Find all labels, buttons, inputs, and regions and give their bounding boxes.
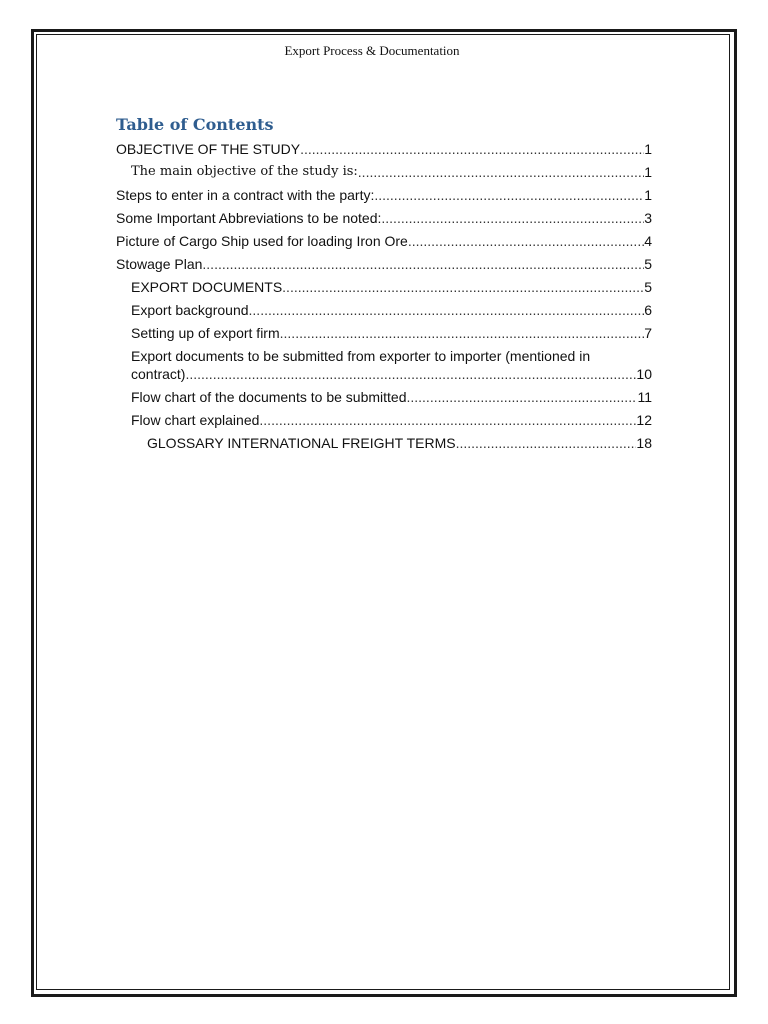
toc-entry[interactable] — [116, 301, 652, 319]
toc-page-number: 3 — [644, 210, 652, 226]
toc-leader — [406, 388, 637, 406]
toc-page-number: 5 — [644, 256, 652, 272]
toc-leader — [300, 140, 644, 158]
toc-entry[interactable] — [116, 255, 652, 273]
toc-leader — [381, 209, 644, 227]
toc-page-number: 5 — [644, 279, 652, 295]
toc-entry[interactable] — [116, 209, 652, 227]
toc-entry-text: Flow chart of the documents to be submitted — [131, 389, 407, 405]
toc-leader — [408, 232, 644, 250]
toc-entry-text: EXPORT DOCUMENTS — [131, 279, 283, 295]
toc-entry-text: Stowage Plan — [116, 256, 203, 272]
toc-entry-text: Flow chart explained — [131, 412, 260, 428]
toc-entry[interactable] — [116, 186, 652, 204]
toc-entry[interactable] — [116, 324, 652, 342]
document-header: Export Process & Documentation — [284, 43, 460, 58]
toc-page-number: 7 — [644, 325, 652, 341]
toc-page-number: 10 — [636, 366, 652, 382]
toc-page-number: 12 — [636, 412, 652, 428]
toc-title: Table of Contents — [116, 115, 274, 134]
toc-page-number: 11 — [637, 389, 652, 405]
toc-leader — [358, 163, 644, 181]
toc-leader — [249, 301, 645, 319]
toc-leader — [259, 411, 636, 429]
table-of-contents — [116, 114, 652, 457]
toc-leader — [202, 255, 644, 273]
toc-leader — [374, 186, 644, 204]
toc-leader — [280, 324, 645, 342]
toc-list — [116, 140, 652, 452]
toc-entry-text: GLOSSARY INTERNATIONAL FREIGHT TERMS — [147, 435, 456, 451]
toc-entry[interactable] — [116, 434, 652, 452]
toc-page-number: 1 — [644, 164, 652, 180]
toc-leader — [185, 365, 636, 383]
toc-leader — [282, 278, 644, 296]
toc-entry-text: Export background — [131, 302, 249, 318]
toc-entry[interactable] — [116, 388, 652, 406]
toc-entry-text: Setting up of export firm — [131, 325, 280, 341]
toc-page-number: 1 — [644, 187, 652, 203]
toc-entry-text: Steps to enter in a contract with the party: — [116, 187, 375, 203]
toc-entry[interactable] — [116, 347, 652, 383]
toc-entry[interactable] — [116, 411, 652, 429]
toc-entry-text: Export documents to be submitted from exporter to importer (mentioned in — [131, 348, 591, 364]
toc-leader — [456, 434, 637, 452]
toc-entry-continuation — [131, 365, 652, 383]
toc-entry-text-continued: contract) — [131, 366, 186, 382]
toc-page-number: 6 — [644, 302, 652, 318]
toc-page-number: 1 — [644, 141, 652, 157]
toc-entry-text: Picture of Cargo Ship used for loading Iron Ore — [116, 233, 408, 249]
toc-entry-text: The main objective of the study is: — [131, 164, 358, 179]
toc-page-number: 4 — [644, 233, 652, 249]
toc-entry[interactable] — [116, 140, 652, 158]
toc-page-number: 18 — [636, 435, 652, 451]
toc-entry-text: Some Important Abbreviations to be noted: — [116, 210, 382, 226]
toc-entry[interactable] — [116, 163, 652, 181]
toc-entry[interactable] — [116, 278, 652, 296]
toc-entry[interactable] — [116, 232, 652, 250]
toc-entry-text: OBJECTIVE OF THE STUDY — [116, 141, 301, 157]
